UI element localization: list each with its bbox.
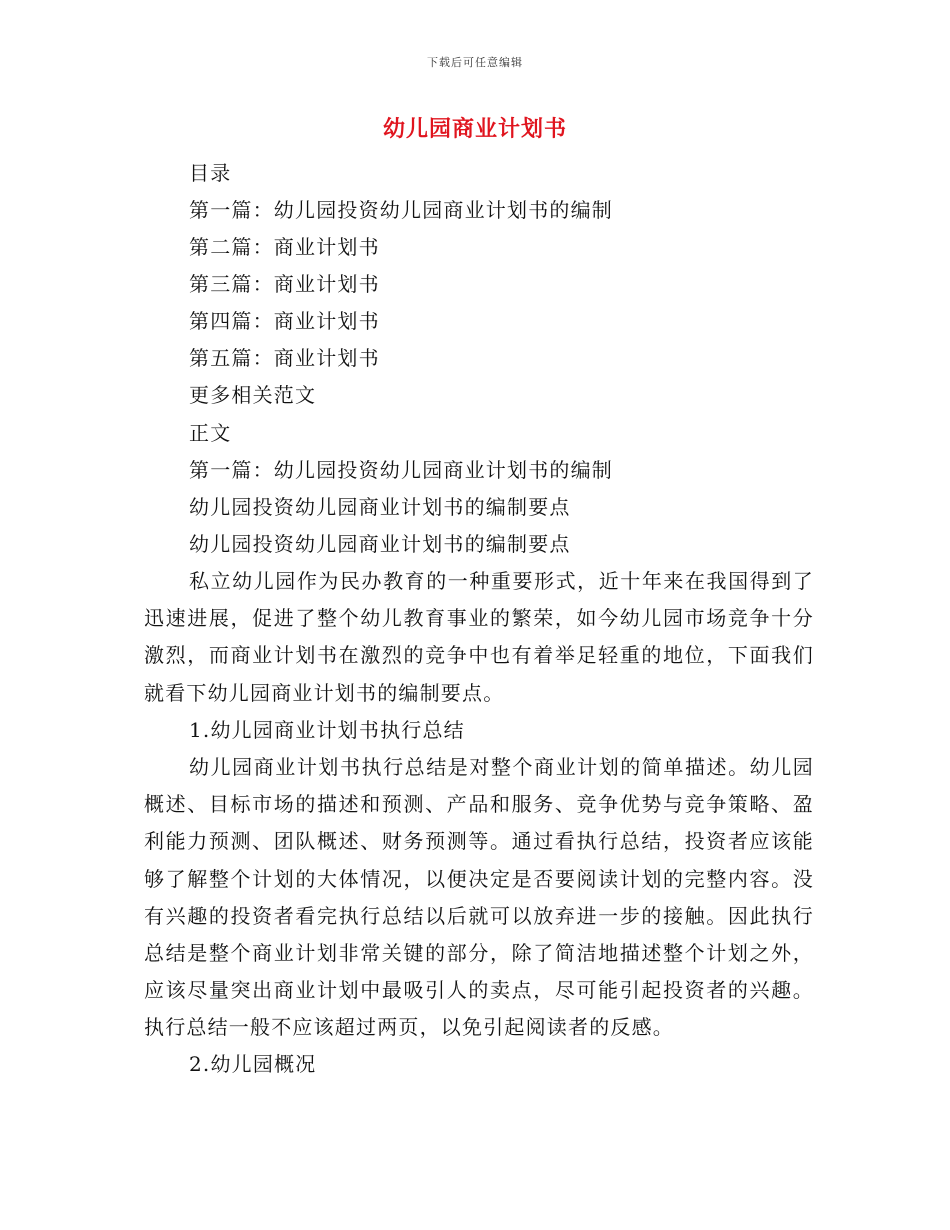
toc-heading: 目录 <box>189 161 232 185</box>
toc-item: 第四篇：商业计划书 <box>189 309 380 333</box>
toc-item: 第五篇：商业计划书 <box>189 346 380 370</box>
document-title: 幼儿园商业计划书 <box>382 116 567 142</box>
body-paragraph: 幼儿园商业计划书执行总结是对整个商业计划的简单描述。幼儿园概述、目标市场的描述和预测、产品和服务、竞争优势与竞争策略、盈利能力预测、团队概述、财务预测等。通过看执行总结，投资者应该能够了解整个计划的大体情况，以便决定是否要阅读计划的完整内容。没有兴趣的投资者看完执行总结以后就可以放弃进一步的接触。因此执行总结是整个商业计划非常关键的部分，除了简洁地描述整个计划之外，应该尽量突出商业计划中最吸引人的卖点，尽可能引起投资者的兴趣。执行总结一般不应该超过两页，以免引起阅读者的反感。 <box>144 755 814 1040</box>
article-subtitle: 幼儿园投资幼儿园商业计划书的编制要点 <box>189 495 571 519</box>
header-note: 下载后可任意编辑 <box>427 56 523 69</box>
article-title: 第一篇：幼儿园投资幼儿园商业计划书的编制 <box>189 458 613 482</box>
body-heading: 正文 <box>189 421 232 445</box>
section-heading: 2.幼儿园概况 <box>189 1052 317 1076</box>
body-paragraph: 私立幼儿园作为民办教育的一种重要形式，近十年来在我国得到了迅速进展，促进了整个幼儿教育事业的繁荣，如今幼儿园市场竞争十分激烈，而商业计划书在激烈的竞争中也有着举足轻重的地位，下面我们就看下幼儿园商业计划书的编制要点。 <box>144 569 814 705</box>
section-heading: 1.幼儿园商业计划书执行总结 <box>189 718 465 742</box>
toc-item: 第二篇：商业计划书 <box>189 235 380 259</box>
toc-more-link: 更多相关范文 <box>189 383 317 407</box>
toc-item: 第一篇：幼儿园投资幼儿园商业计划书的编制 <box>189 198 613 222</box>
toc-item: 第三篇：商业计划书 <box>189 272 380 296</box>
article-subtitle: 幼儿园投资幼儿园商业计划书的编制要点 <box>189 532 571 556</box>
